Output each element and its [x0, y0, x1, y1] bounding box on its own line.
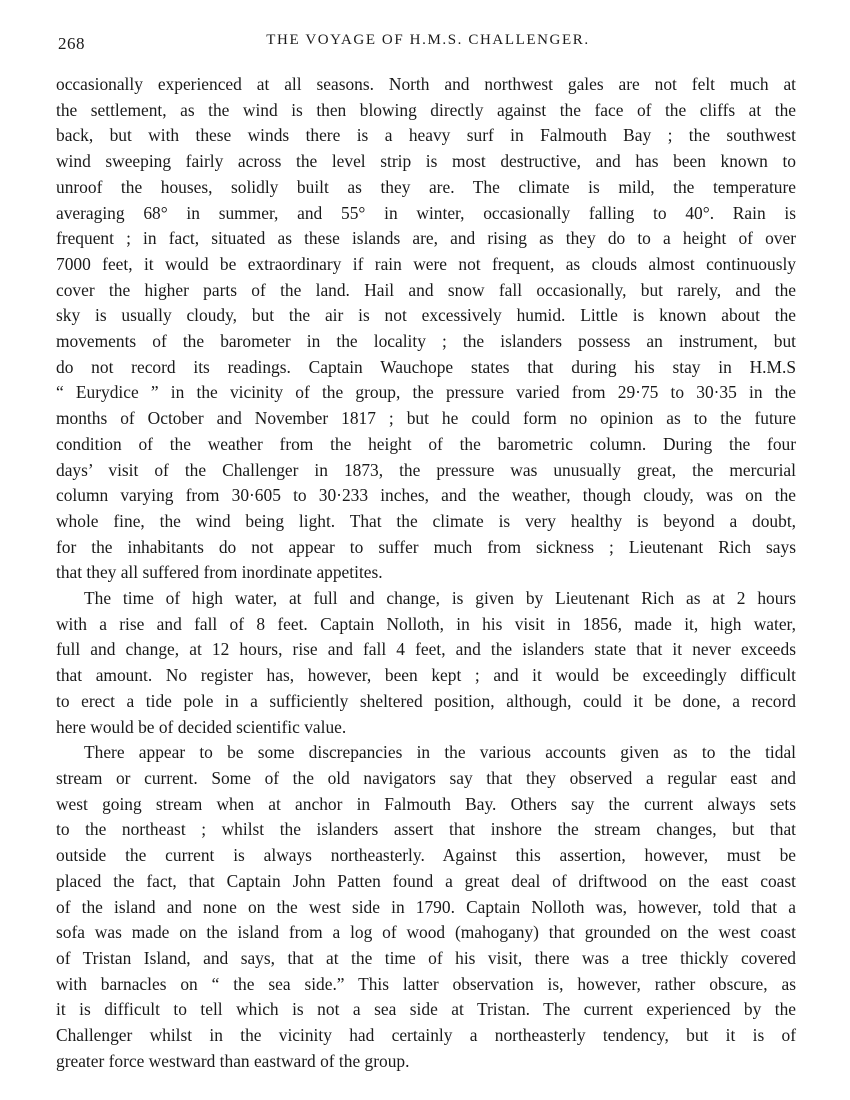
text-line: with barnacles on “ the sea side.” This latter observation is, however, rather obscure, as	[56, 973, 796, 994]
text-line: condition of the weather from the height of the barometric column. During the four	[56, 433, 796, 454]
text-line: of Tristan Island, and says, that at the time of his visit, there was a tree thickly covered	[56, 947, 796, 968]
text-line: it is difficult to tell which is not a sea side at Tristan. The current experienced by the	[56, 999, 796, 1020]
text-line: that they all suffered from inordinate appetites.	[56, 562, 383, 583]
text-line: column varying from 30·605 to 30·233 inches, and the weather, though cloudy, was on the	[56, 485, 796, 506]
text-line: Challenger whilst in the vicinity had certainly a northeasterly tendency, but it is of	[56, 1025, 796, 1046]
text-line: west going stream when at anchor in Falmouth Bay. Others say the current always sets	[56, 793, 796, 814]
body-text	[56, 72, 796, 1074]
running-title: THE VOYAGE OF H.M.S. CHALLENGER.	[266, 32, 590, 48]
text-line: back, but with these winds there is a heavy surf in Falmouth Bay ; the southwest	[56, 125, 796, 146]
text-line: sky is usually cloudy, but the air is not excessively humid. Little is known about the	[56, 305, 796, 326]
page-number: 268	[58, 34, 85, 53]
text-line: sofa was made on the island from a log of wood (mahogany) that grounded on the west coast	[56, 922, 796, 943]
text-line: cover the higher parts of the land. Hail and snow fall occasionally, but rarely, and the	[56, 279, 796, 300]
text-line: to the northeast ; whilst the islanders assert that inshore the stream changes, but that	[56, 819, 796, 840]
text-line: that amount. No register has, however, been kept ; and it would be exceedingly difficult	[56, 665, 796, 686]
text-line: wind sweeping fairly across the level strip is most destructive, and has been known to	[56, 151, 796, 172]
text-line: placed the fact, that Captain John Patten found a great deal of driftwood on the east coast	[56, 870, 796, 891]
text-line: occasionally experienced at all seasons. North and northwest gales are not felt much at	[56, 74, 796, 94]
text-line: unroof the houses, solidly built as they are. The climate is mild, the temperature	[56, 176, 796, 197]
text-line: averaging 68° in summer, and 55° in winter, occasionally falling to 40°. Rain is	[56, 202, 796, 223]
text-line: frequent ; in fact, situated as these islands are, and rising as they do to a height of over	[56, 228, 796, 249]
paragraph-climate	[56, 72, 796, 586]
text-line: to erect a tide pole in a sufficiently sheltered position, although, could it be done, a record	[56, 690, 796, 711]
text-line: the settlement, as the wind is then blowing directly against the face of the cliffs at the	[56, 99, 796, 120]
text-line: full and change, at 12 hours, rise and fall 4 feet, and the islanders state that it never exceeds	[56, 639, 796, 660]
paragraph-tides	[56, 586, 796, 740]
text-line: 7000 feet, it would be extraordinary if rain were not frequent, as clouds almost continuously	[56, 253, 796, 274]
paragraph-currents	[56, 740, 796, 1074]
text-line: outside the current is always northeasterly. Against this assertion, however, must be	[56, 845, 796, 866]
text-line: days’ visit of the Challenger in 1873, the pressure was unusually great, the mercurial	[56, 459, 796, 480]
text-line: movements of the barometer in the locality ; the islanders possess an instrument, but	[56, 331, 796, 352]
text-line: do not record its readings. Captain Wauchope states that during his stay in H.M.S	[56, 356, 796, 377]
text-line: whole fine, the wind being light. That the climate is very healthy is beyond a doubt,	[56, 510, 796, 531]
text-line: of the island and none on the west side in 1790. Captain Nolloth was, however, told that a	[56, 896, 796, 917]
text-line: for the inhabitants do not appear to suffer much from sickness ; Lieutenant Rich says	[56, 536, 796, 557]
text-line: “ Eurydice ” in the vicinity of the group, the pressure varied from 29·75 to 30·35 in the	[56, 382, 796, 403]
text-line: greater force westward than eastward of the group.	[56, 1050, 410, 1071]
text-line: There appear to be some discrepancies in the various accounts given as to the tidal	[84, 742, 796, 763]
text-line: The time of high water, at full and change, is given by Lieutenant Rich as at 2 hours	[84, 588, 796, 609]
text-line: stream or current. Some of the old navigators say that they observed a regular east and	[56, 767, 796, 788]
text-line: with a rise and fall of 8 feet. Captain Nolloth, in his visit in 1856, made it, high water,	[56, 613, 796, 634]
text-line: here would be of decided scientific value.	[56, 716, 347, 737]
running-header	[58, 28, 798, 52]
text-line: months of October and November 1817 ; but he could form no opinion as to the future	[56, 408, 796, 429]
